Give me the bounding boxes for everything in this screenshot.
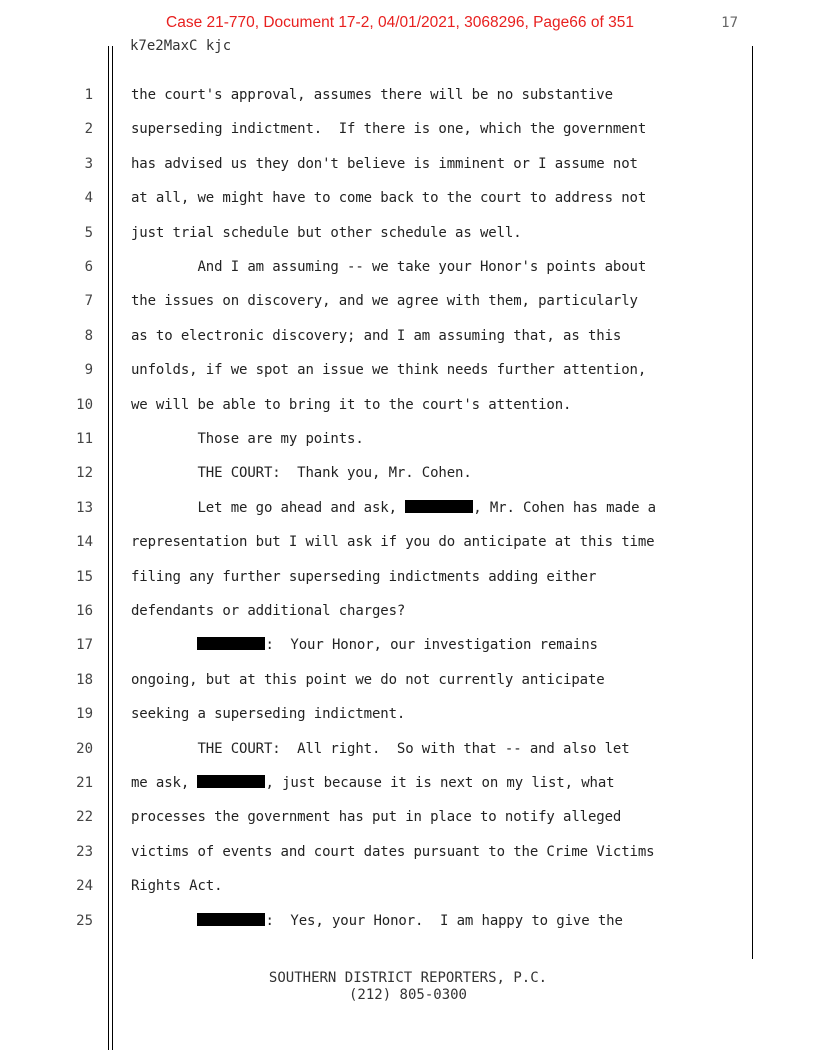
transcript-line-text: as to electronic discovery; and I am assuming that, as this <box>131 328 622 344</box>
line-number: 10 <box>76 397 93 413</box>
transcript-line <box>131 500 656 516</box>
transcript-line-text: unfolds, if we spot an issue we think needs further attention, <box>131 362 647 378</box>
line-number: 2 <box>84 121 93 137</box>
redaction-box <box>197 913 265 926</box>
transcript-line <box>131 225 522 241</box>
line-number: 11 <box>76 431 93 447</box>
line-number: 14 <box>76 534 93 550</box>
transcript-line <box>131 775 614 791</box>
transcript-line <box>131 706 405 722</box>
transcript-line-text <box>131 913 197 929</box>
transcript-line <box>131 913 623 929</box>
line-number: 19 <box>76 706 93 722</box>
transcript-line-text: Rights Act. <box>131 878 223 894</box>
transcript-line <box>131 156 638 172</box>
transcript-line <box>131 741 630 757</box>
line-number: 12 <box>76 465 93 481</box>
line-number: 23 <box>76 844 93 860</box>
transcript-line <box>131 603 405 619</box>
transcript-line-text: Let me go ahead and ask, <box>131 500 406 516</box>
transcript-line <box>131 465 472 481</box>
transcript-line <box>131 534 654 550</box>
transcript-line <box>131 844 654 860</box>
line-number: 15 <box>76 569 93 585</box>
line-number: 7 <box>84 293 93 309</box>
transcript-line-text-after: , just because it is next on my list, what <box>265 775 615 791</box>
transcript-line-text: And I am assuming -- we take your Honor's points about <box>131 259 647 275</box>
left-margin-rule-outer <box>108 46 109 1050</box>
transcript-line-text: just trial schedule but other schedule as well. <box>131 225 522 241</box>
transcript-line-text: filing any further superseding indictments adding either <box>131 569 597 585</box>
transcript-line <box>131 637 598 653</box>
transcript-line-text: processes the government has put in place to notify alleged <box>131 809 622 825</box>
transcript-line-text: at all, we might have to come back to the court to address not <box>131 190 647 206</box>
line-number: 1 <box>84 87 93 103</box>
transcript-line <box>131 397 571 413</box>
line-number: 8 <box>84 328 93 344</box>
redaction-box <box>197 775 265 788</box>
transcript-line-text: has advised us they don't believe is imminent or I assume not <box>131 156 638 172</box>
line-number: 3 <box>84 156 93 172</box>
transcript-line <box>131 87 613 103</box>
transcript-line <box>131 259 646 275</box>
transcript-line <box>131 190 646 206</box>
transcript-line-text: THE COURT: Thank you, Mr. Cohen. <box>131 465 472 481</box>
transcript-line <box>131 121 646 137</box>
transcript-line-text: defendants or additional charges? <box>131 603 406 619</box>
line-number: 24 <box>76 878 93 894</box>
transcript-line-text: the issues on discovery, and we agree with them, particularly <box>131 293 638 309</box>
transcript-line <box>131 569 596 585</box>
page-number: 17 <box>721 15 738 31</box>
transcript-line-text: representation but I will ask if you do anticipate at this time <box>131 534 655 550</box>
line-number: 5 <box>84 225 93 241</box>
transcript-line-text: superseding indictment. If there is one, which the government <box>131 121 647 137</box>
transcript-line-text: ongoing, but at this point we do not currently anticipate <box>131 672 605 688</box>
line-number: 25 <box>76 913 93 929</box>
transcript-line-text-after: : Your Honor, our investigation remains <box>265 637 598 653</box>
line-number: 6 <box>84 259 93 275</box>
redaction-box <box>405 500 473 513</box>
line-number: 22 <box>76 809 93 825</box>
right-margin-rule <box>752 46 753 959</box>
transcript-line <box>131 362 646 378</box>
line-number: 13 <box>76 500 93 516</box>
transcript-line <box>131 293 638 309</box>
transcript-line-text-after: , Mr. Cohen has made a <box>473 500 656 516</box>
transcript-line <box>131 328 621 344</box>
line-number: 4 <box>84 190 93 206</box>
transcript-line-text: the court's approval, assumes there will be no substantive <box>131 87 613 103</box>
transcript-line-text: me ask, <box>131 775 198 791</box>
line-number: 17 <box>76 637 93 653</box>
line-number: 20 <box>76 741 93 757</box>
line-number: 21 <box>76 775 93 791</box>
line-number: 18 <box>76 672 93 688</box>
transcript-slug: k7e2MaxC kjc <box>130 38 232 54</box>
left-margin-rule-inner <box>112 46 113 1050</box>
transcript-line <box>131 431 364 447</box>
line-number: 16 <box>76 603 93 619</box>
transcript-line-text: seeking a superseding indictment. <box>131 706 406 722</box>
footer-phone: (212) 805-0300 <box>348 987 467 1003</box>
transcript-line-text-after: : Yes, your Honor. I am happy to give the <box>265 913 623 929</box>
transcript-line-text <box>131 637 197 653</box>
line-number: 9 <box>84 362 93 378</box>
transcript-line <box>131 878 222 894</box>
transcript-line-text: we will be able to bring it to the court's attention. <box>131 397 572 413</box>
transcript-line <box>131 809 621 825</box>
footer-reporter: SOUTHERN DISTRICT REPORTERS, P.C. <box>268 970 548 986</box>
redaction-box <box>197 637 265 650</box>
transcript-line-text: Those are my points. <box>131 431 364 447</box>
case-header: Case 21-770, Document 17-2, 04/01/2021, 3068296, Page66 of 351 <box>166 14 634 31</box>
transcript-line-text: victims of events and court dates pursuant to the Crime Victims <box>131 844 655 860</box>
transcript-line <box>131 672 605 688</box>
transcript-line-text: THE COURT: All right. So with that -- and also let <box>131 741 630 757</box>
